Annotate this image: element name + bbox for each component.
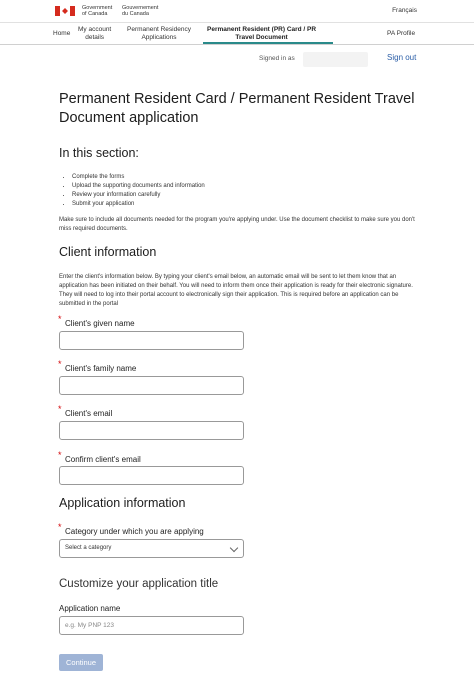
- page-title: Permanent Resident Card / Permanent Resident Travel Document application: [59, 91, 415, 126]
- category-select[interactable]: [59, 539, 244, 558]
- family-name-input[interactable]: [59, 376, 244, 395]
- step-item: • Upload the supporting documents and information: [72, 182, 205, 191]
- step-item: • Submit your application: [72, 200, 205, 209]
- steps-list: [72, 173, 205, 209]
- client-info-heading: Client information: [59, 245, 157, 259]
- redacted-username: [303, 52, 368, 67]
- nav-my-account[interactable]: My account details: [78, 26, 112, 41]
- in-this-section-heading: In this section:: [59, 146, 139, 160]
- application-name-label: Application name: [59, 604, 121, 613]
- sign-out-link[interactable]: Sign out: [387, 53, 417, 62]
- step-item: • Review your information carefully: [72, 191, 205, 200]
- given-name-input[interactable]: [59, 331, 244, 350]
- nav-home[interactable]: Home: [53, 30, 71, 37]
- application-name-input[interactable]: [59, 616, 244, 635]
- required-marker: *: [58, 522, 62, 532]
- family-name-label: * Client's family name: [58, 359, 137, 373]
- client-info-paragraph: Enter the client's information below. By typing your client's email below, an automatic email will be sent to let them know that an application has been initiated on their behalf. You will need to inform them once their application is ready for their electronic signature. They will need to log into their portal account to electronically sign their application. This is required before an application can be submitted in the portal: [59, 274, 413, 307]
- customize-title-heading: Customize your application title: [59, 578, 219, 590]
- required-marker: *: [58, 404, 62, 414]
- signed-in-label: Signed in as: [259, 55, 295, 62]
- step-item: • Complete the forms: [72, 173, 205, 182]
- nav-pr-card[interactable]: Permanent Resident (PR) Card / PR Travel Document: [207, 26, 317, 41]
- intro-paragraph: Make sure to include all documents needed for the program you're applying under. Use the document checklist to make sure you don't miss required documents.: [59, 217, 415, 232]
- required-marker: *: [58, 359, 62, 369]
- category-selected-value: Select a category: [65, 545, 112, 551]
- confirm-email-input[interactable]: [59, 466, 244, 485]
- email-input[interactable]: [59, 421, 244, 440]
- confirm-email-label: * Confirm client's email: [58, 450, 141, 464]
- gov-name-fr: Gouvernement du Canada: [122, 5, 159, 17]
- canada-flag-icon: [55, 6, 75, 16]
- continue-button[interactable]: Continue: [59, 654, 103, 671]
- language-toggle-link[interactable]: Français: [392, 7, 417, 14]
- category-label: * Category under which you are applying: [58, 522, 204, 536]
- chevron-down-icon: [230, 544, 238, 552]
- required-marker: *: [58, 314, 62, 324]
- gov-header: [0, 0, 474, 22]
- given-name-label: * Client's given name: [58, 314, 135, 328]
- required-marker: *: [58, 450, 62, 460]
- email-label: * Client's email: [58, 404, 113, 418]
- gov-name-en: Government of Canada: [82, 5, 113, 17]
- nav-residency-applications[interactable]: Permanent Residency Applications: [127, 26, 191, 41]
- nav-pa-profile[interactable]: PA Profile: [387, 30, 416, 37]
- active-tab-indicator: [203, 42, 333, 44]
- application-info-heading: Application information: [59, 496, 186, 510]
